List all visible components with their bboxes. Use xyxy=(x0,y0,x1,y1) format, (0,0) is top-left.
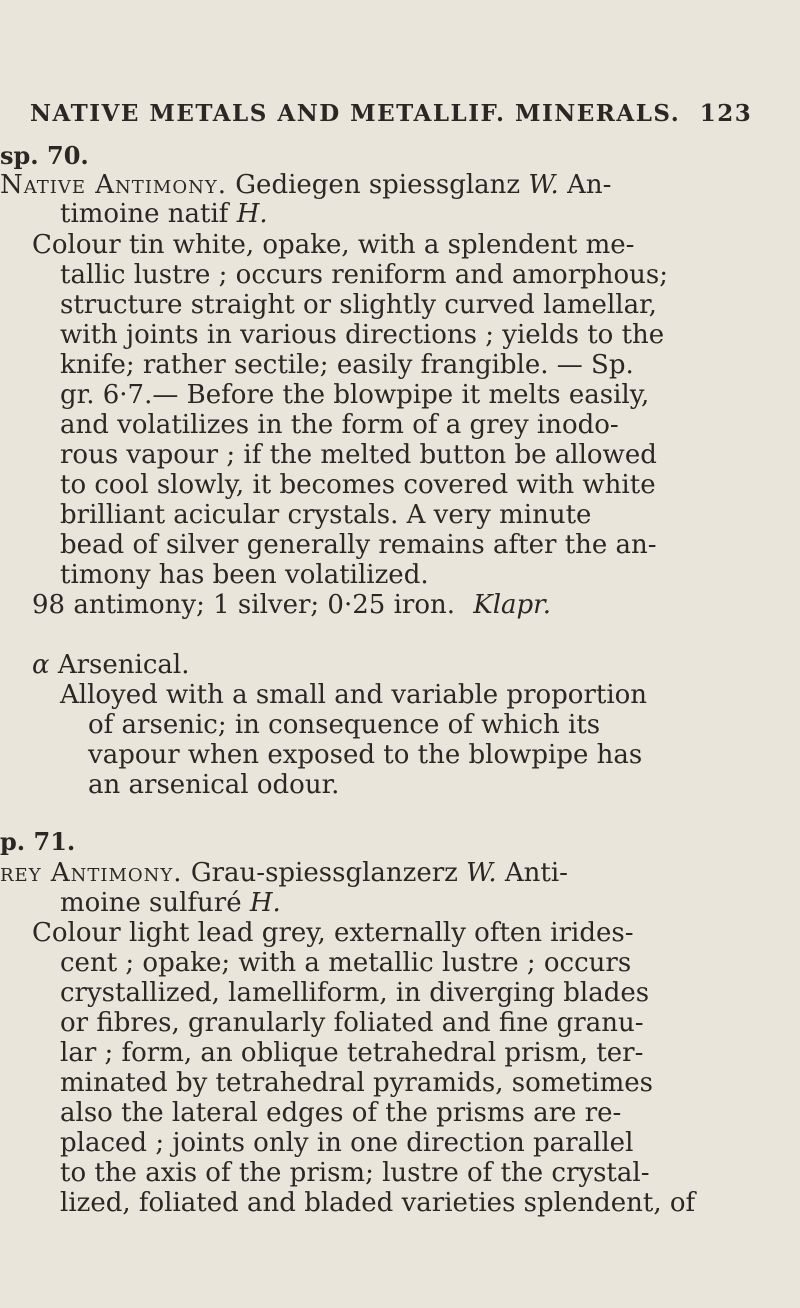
species-name: rey Antimony. xyxy=(0,858,183,888)
text-line: also the lateral edges of the prisms are re- xyxy=(60,1098,622,1128)
text-line: lized, foliated and bladed varieties splendent, of xyxy=(60,1188,696,1218)
german-name: Gediegen spiessglanz xyxy=(235,170,521,200)
text-line: of arsenic; in consequence of which its xyxy=(88,710,601,740)
text-line: or fibres, granularly foliated and fine granu- xyxy=(60,1008,644,1038)
analysis-author: Klapr. xyxy=(473,590,551,620)
text-line: and volatilizes in the form of a grey inodo- xyxy=(60,410,619,440)
variety-marker: α xyxy=(32,650,50,680)
german-name: Grau-spiessglanzerz xyxy=(190,858,458,888)
text-line: structure straight or slightly curved lamellar, xyxy=(60,290,657,320)
text-line: placed ; joints only in one direction parallel xyxy=(60,1128,634,1158)
species-title-native-antimony xyxy=(0,172,611,198)
text-line: gr. 6·7.— Before the blowpipe it melts easily, xyxy=(60,380,650,410)
french-name-line: timoine natif H. xyxy=(60,199,268,229)
species-number-71: p. 71. xyxy=(0,827,76,856)
species-title-grey-antimony xyxy=(0,860,568,886)
author-abbrev: W. xyxy=(528,170,559,200)
text-line: cent ; opake; with a metallic lustre ; occurs xyxy=(60,948,632,978)
running-title: NATIVE METALS AND METALLIF. MINERALS. xyxy=(30,100,681,127)
page-number: 123 xyxy=(699,100,753,127)
text-line: Colour light lead grey, externally often irides- xyxy=(32,918,634,948)
text-line: crystallized, lamelliform, in diverging blades xyxy=(60,978,650,1008)
title-tail: Anti- xyxy=(504,858,568,888)
title-tail: An- xyxy=(567,170,612,200)
text-line: bead of silver generally remains after the an- xyxy=(60,530,657,560)
french-name-line: moine sulfuré H. xyxy=(60,888,281,918)
text-line: to the axis of the prism; lustre of the crystal- xyxy=(60,1158,650,1188)
text-line: Colour tin white, opake, with a splendent me- xyxy=(32,230,635,260)
running-header xyxy=(30,100,800,127)
text-line: to cool slowly, it becomes covered with white xyxy=(60,470,656,500)
variety-heading xyxy=(32,652,189,678)
variety-name: Arsenical. xyxy=(57,650,190,680)
text-line: brilliant acicular crystals. A very minute xyxy=(60,500,592,530)
text-line: rous vapour ; if the melted button be allowed xyxy=(60,440,657,470)
author-abbrev: W. xyxy=(466,858,497,888)
chemical-analysis: 98 antimony; 1 silver; 0·25 iron. Klapr. xyxy=(32,590,551,620)
species-number-70: sp. 70. xyxy=(0,141,89,170)
text-line: minated by tetrahedral pyramids, sometimes xyxy=(60,1068,653,1098)
text-line: lar ; form, an oblique tetrahedral prism, ter- xyxy=(60,1038,644,1068)
text-line: vapour when exposed to the blowpipe has xyxy=(88,740,643,770)
text-line: timony has been volatilized. xyxy=(60,560,429,590)
text-line: with joints in various directions ; yields to the xyxy=(60,320,665,350)
text-line: an arsenical odour. xyxy=(88,770,340,800)
text-line: tallic lustre ; occurs reniform and amorphous; xyxy=(60,260,669,290)
text-line: knife; rather sectile; easily frangible. — Sp. xyxy=(60,350,634,380)
text-line: Alloyed with a small and variable proportion xyxy=(60,680,648,710)
species-name: Native Antimony. xyxy=(0,170,228,200)
